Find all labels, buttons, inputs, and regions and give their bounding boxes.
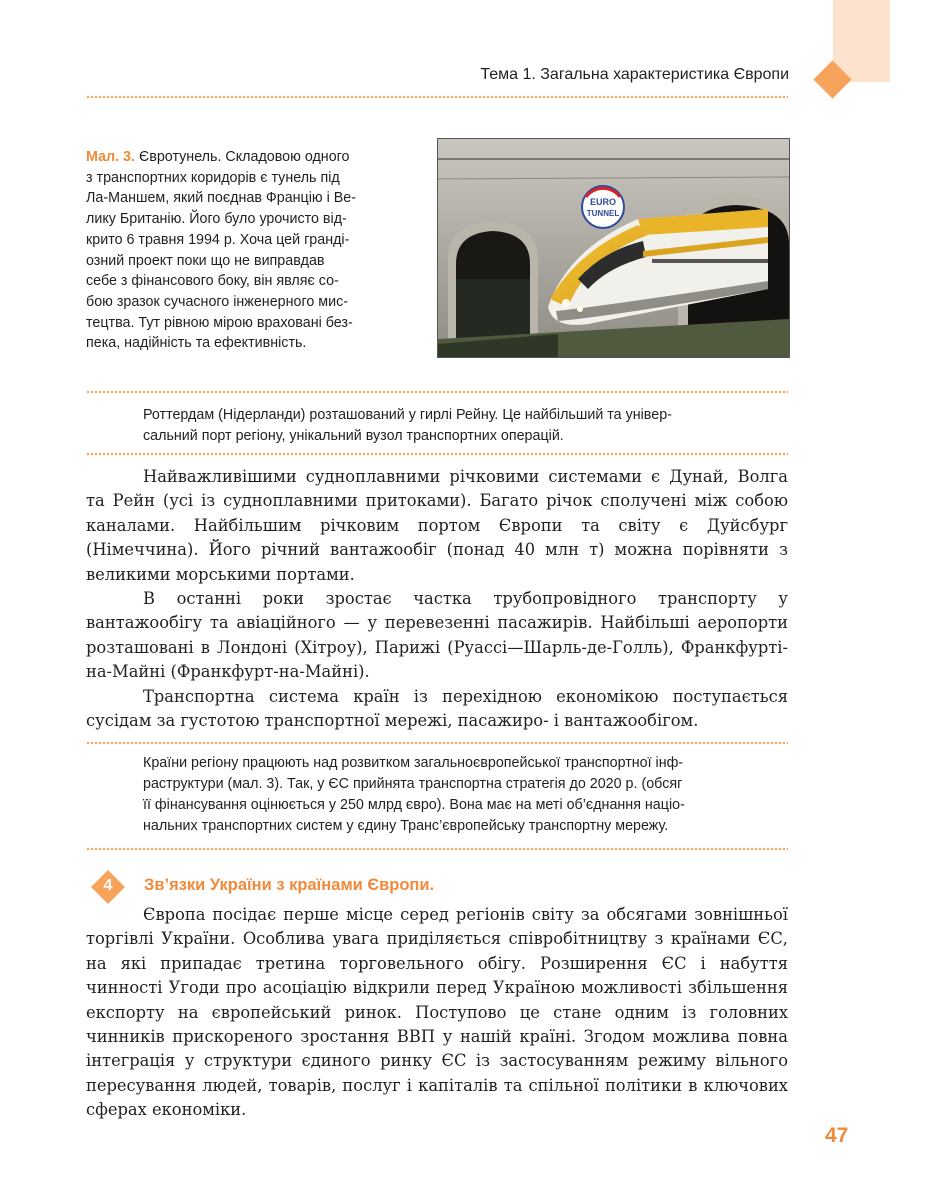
- main-text-ukraine-relations: [86, 903, 788, 1123]
- figure-caption: [86, 147, 406, 354]
- caption-line: Євротунель. Складовою одного: [138, 149, 350, 165]
- caption-line: себе з фінансового боку, він являє со-: [86, 273, 339, 290]
- paragraph: Європа посідає перше місце серед регіонів світу за обсягами зовнішньої торгівлі України. Особлива увага приділяється співробітництву з країнами ЄС, на які припадає третина торговельного обігу. Розширення ЄС і набуття чинності Угоди про асоціацію відкрили перед Україною можливості збільшення експорту на європейський ринок. Поступово це стане одним із головних чинників прискореного зростання ВВП у нашій країні. Згодом можлива повна інтеграція у структури єдиного ринку ЄС із застосуванням режиму вільного пересування людей, товарів, послуг і капіталів та спільної політики в ключових сферах економіки.: [86, 905, 788, 1120]
- caption-line: тецтва. Тут рівною мірою враховані без-: [86, 314, 353, 331]
- eurotunnel-photo: [437, 138, 790, 358]
- logo-text-top: EURO: [589, 197, 617, 207]
- caption-line: лику Британію. Його було урочисто від-: [86, 211, 347, 228]
- note-line: Роттердам (Нідерланди) розташований у гирлі Рейну. Це найбільший та універ-: [143, 407, 672, 423]
- paragraph: Транспортна система країн із перехідною економікою поступається сусідам за густотою транспортної мережі, пасажиро- і вантажообігом.: [86, 686, 788, 731]
- header-divider: [86, 95, 788, 99]
- note-line: раструктури (мал. 3). Так, у ЄС прийнята транспортна стратегія до 2020 р. (обсяг: [143, 776, 683, 792]
- note-divider-bottom: [86, 452, 788, 456]
- note-eu-infrastructure: [143, 753, 788, 837]
- caption-line: Ла-Маншем, який поєднав Францію і Ве-: [86, 190, 357, 207]
- eurotunnel-logo-icon: [582, 186, 624, 228]
- note-line: нальних транспортних систем у єдину Транс’європейську транспортну мережу.: [143, 818, 669, 834]
- note-divider-top: [86, 390, 788, 394]
- note2-divider-bottom: [86, 847, 788, 851]
- caption-line: озний проект поки що не виправдав: [86, 252, 325, 269]
- note-line: її фінансування оцінюється у 250 млрд євро). Вона має на меті об’єднання націо-: [143, 797, 685, 813]
- section-title: Зв’язки України з країнами Європи.: [144, 876, 435, 894]
- logo-text-bottom: TUNNEL: [586, 209, 620, 218]
- caption-line: з транспортних коридорів є тунель під: [86, 169, 340, 186]
- note-line: Країни регіону працюють над розвитком загальноєвропейської транспортної інф-: [143, 755, 684, 771]
- note-rotterdam: [143, 405, 788, 447]
- paragraph: Найважливішими судноплавними річковими системами є Дунай, Волга та Рейн (усі із судноплавними притоками). Багато річок сполучені між собою каналами. Найбільшим річковим портом Європи та світу є Дуйсбург (Німеччина). Його річний вантажообіг (понад 40 млн т) можна порівняти з великими морськими портами.: [86, 467, 788, 584]
- section-number: 4: [103, 877, 113, 894]
- header-title: Тема 1. Загальна характеристика Європи: [480, 66, 789, 83]
- note-line: сальний порт регіону, унікальний вузол транспортних операцій.: [143, 428, 564, 444]
- caption-line: бою зразок сучасного інженерного мис-: [86, 293, 348, 310]
- caption-line: пека, надійність та ефективність.: [86, 335, 307, 352]
- figure-label: Мал. 3.: [86, 149, 135, 165]
- caption-line: крито 6 травня 1994 р. Хоча цей гранді-: [86, 231, 350, 248]
- main-text-transport: [86, 465, 788, 733]
- paragraph: В останні роки зростає частка трубопровідного транспорту у вантажообігу та авіаційного — у перевезенні пасажирів. Найбільші аеропорти розташовані в Лондоні (Хітроу), Парижі (Руассі—Шарль-де-Голль), Франкфурті-на-Майні (Франкфурт-на-Майні).: [86, 589, 788, 682]
- section-number-icon: [93, 872, 123, 902]
- page-number: 47: [825, 1124, 849, 1147]
- note2-divider-top: [86, 741, 788, 745]
